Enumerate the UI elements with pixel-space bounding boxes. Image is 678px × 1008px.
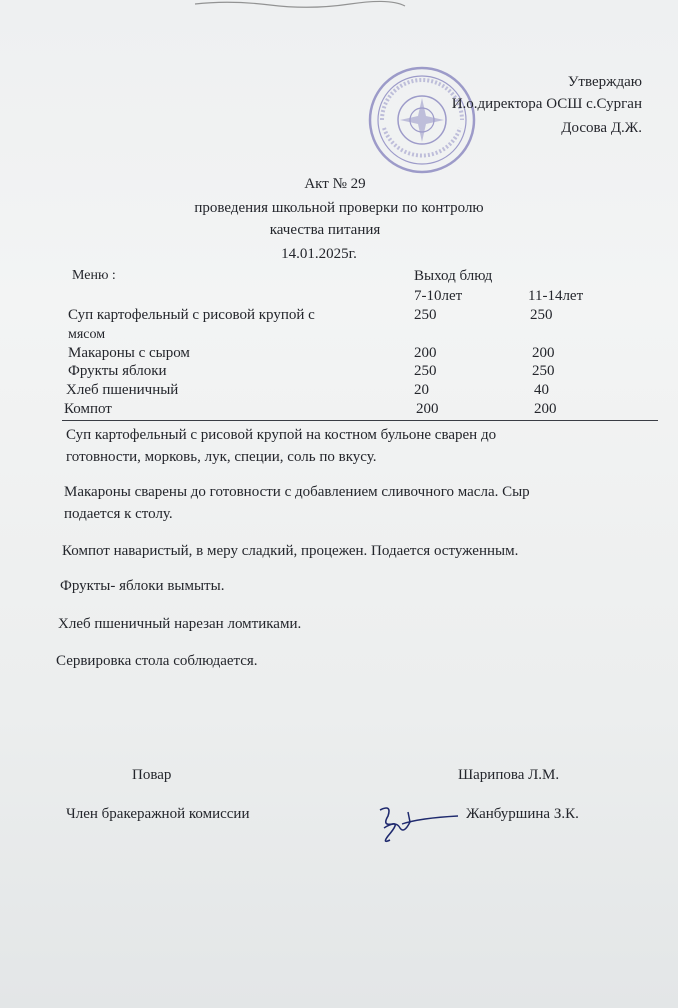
approver-name: Досова Д.Ж. xyxy=(561,120,642,136)
soup-description-line-2: готовности, морковь, лук, специи, соль по вкусу. xyxy=(66,449,377,465)
act-subtitle-1: проведения школьной проверки по контролю xyxy=(194,200,484,216)
commission-member-role: Член бракеражной комиссии xyxy=(66,806,250,822)
dish-name: Фрукты яблоки xyxy=(68,363,167,379)
act-title: Акт № 29 xyxy=(304,176,366,192)
commission-member-name: Жанбуршина З.К. xyxy=(466,806,579,822)
act-subtitle-2: качества питания xyxy=(269,222,381,238)
dish-name: Хлеб пшеничный xyxy=(66,382,179,398)
compote-description: Компот наваристый, в меру сладкий, процежен. Подается остуженным. xyxy=(62,543,519,559)
approver-position: И.о.директора ОСШ с.Сурган xyxy=(451,96,642,112)
soup-description-line-1: Суп картофельный с рисовой крупой на костном бульоне сварен до xyxy=(66,427,497,443)
act-date: 14.01.2025г. xyxy=(281,246,357,262)
age-header-2: 11-14лет xyxy=(528,288,584,304)
dish-name-cont: мясом xyxy=(68,327,106,342)
bleed-through-marks xyxy=(190,0,410,10)
pasta-description xyxy=(64,481,530,525)
approval-label: Утверждаю xyxy=(567,74,642,90)
age-header-1: 7-10лет xyxy=(414,288,463,304)
bread-description: Хлеб пшеничный нарезан ломтиками. xyxy=(58,616,302,632)
menu-header: Меню : xyxy=(72,268,116,283)
portion-11-14: 200 xyxy=(532,345,555,361)
portion-7-10: 20 xyxy=(414,382,429,398)
portion-11-14: 250 xyxy=(532,363,555,379)
cook-role: Повар xyxy=(132,767,172,783)
dish-name: Макароны с сыром xyxy=(68,345,190,361)
pasta-description-line-1: Макароны сварены до готовности с добавлением сливочного масла. Сыр xyxy=(64,484,530,500)
portion-7-10: 200 xyxy=(414,345,437,361)
output-header: Выход блюд xyxy=(414,268,493,284)
official-seal xyxy=(368,66,476,174)
table-divider xyxy=(62,420,658,421)
dish-name: Компот xyxy=(64,401,112,417)
portion-11-14: 250 xyxy=(530,307,553,323)
portion-11-14: 200 xyxy=(534,401,557,417)
handwritten-signature xyxy=(370,800,462,848)
serving-description: Сервировка стола соблюдается. xyxy=(56,653,258,669)
pasta-description-line-2: подается к столу. xyxy=(64,506,173,522)
cook-name: Шарипова Л.М. xyxy=(458,767,560,783)
portion-7-10: 250 xyxy=(414,363,437,379)
dish-name: Суп картофельный с рисовой крупой с xyxy=(68,307,315,323)
fruit-description: Фрукты- яблоки вымыты. xyxy=(60,578,225,594)
portion-7-10: 250 xyxy=(414,307,437,323)
portion-7-10: 200 xyxy=(416,401,439,417)
portion-11-14: 40 xyxy=(534,382,549,398)
soup-description xyxy=(66,424,496,468)
